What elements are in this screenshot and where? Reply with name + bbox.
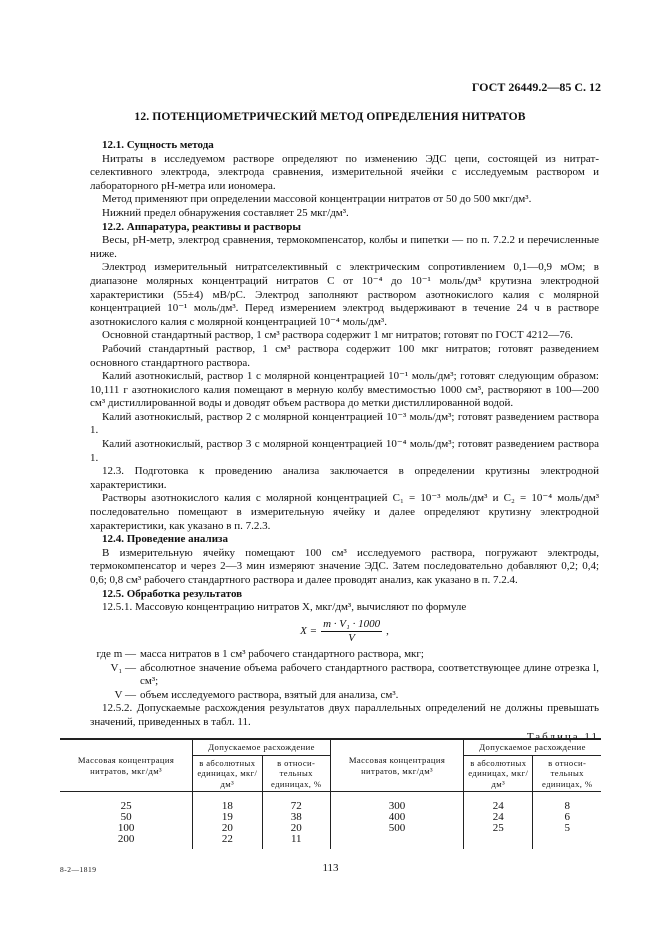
header-rel: в относи-тельных единицах, % [533, 755, 601, 792]
paragraph: Калий азотнокислый, раствор 3 с молярной концентрацией 10⁻⁴ моль/дм³; готовят разведением раствора 1. [90, 438, 599, 464]
heading-12-2: 12.2. Аппаратура, реактивы и растворы [102, 220, 301, 233]
paragraph: Калий азотнокислый, раствор 1 с молярной концентрацией 10⁻¹ моль/дм³; готовят следующим образом: 10,111 г азотнокислого калия помещают в мерную колбу вместимостью 1000 см³, растворяют в 100—200 см³ дистиллированной воды и доводят объем раствора до метки дистиллированной водой. [90, 370, 599, 410]
cell-mass: 25 [120, 800, 132, 812]
paragraph: Весы, pH-метр, электрод сравнения, термокомпенсатор, колбы и пипетки — по п. 7.2.2 и перечисленные ниже. [90, 234, 599, 260]
cell-abs: 22 [193, 834, 262, 849]
document-body [90, 139, 599, 744]
cell-rel: 5 [533, 823, 601, 834]
cell-abs: 24 [464, 812, 533, 823]
table-caption: Таблица 11 [526, 730, 599, 743]
where-symbol: V₁ — [110, 661, 136, 674]
header-tolerance: Допускаемое расхождение [193, 739, 331, 755]
paragraph-12-3: 12.3. Подготовка к проведению анализа заключается в определении крутизны электродной характеристики. [90, 465, 599, 491]
cell-rel: 11 [262, 834, 330, 849]
cell-rel [533, 834, 601, 849]
cell-rel: 6 [533, 812, 601, 823]
cell-mass: 100 [117, 822, 135, 834]
where-symbol: V — [114, 688, 136, 701]
header-abs: в абсолютных единицах, мкг/дм³ [464, 755, 533, 792]
heading-12-4: 12.4. Проведение анализа [102, 533, 228, 546]
paragraph-12-5-2: 12.5.2. Допускаемые расхождения результатов двух параллельных определений не должны превышать значений, приведенных в табл. 11. [90, 702, 599, 728]
cell-rel: 20 [262, 823, 330, 834]
where-item [90, 662, 599, 689]
cell-abs: 19 [193, 812, 262, 823]
cell-abs: 24 [464, 792, 533, 813]
table-row [60, 812, 601, 823]
cell-mass: 500 [330, 823, 463, 834]
table-row [60, 792, 601, 813]
cell-rel: 38 [262, 812, 330, 823]
paragraph-12-5-1: 12.5.1. Массовую концентрацию нитратов X, мкг/дм³, вычисляют по формуле [102, 601, 467, 614]
header-mass: Массовая концентрация нитратов, мкг/дм³ [60, 739, 193, 792]
formula-lhs: X = [300, 625, 318, 638]
header-tolerance: Допускаемое расхождение [464, 739, 601, 755]
paragraph: Нижний предел обнаружения составляет 25 мкг/дм³. [102, 206, 349, 219]
cell-mass: 400 [330, 812, 463, 823]
cell-mass [330, 834, 463, 849]
cell-mass: 300 [330, 792, 463, 813]
where-item [90, 648, 599, 662]
header-mass: Массовая концентрация нитратов, мкг/дм³ [330, 739, 463, 792]
table-row [60, 823, 601, 834]
where-item [90, 689, 599, 703]
cell-abs: 18 [193, 792, 262, 813]
tolerance-table [60, 738, 601, 849]
formula [90, 618, 599, 646]
cell-rel: 8 [533, 792, 601, 813]
header-rel: в относи-тельных единицах, % [262, 755, 330, 792]
paragraph: Растворы азотнокислого калия с молярной концентрацией C₁ = 10⁻³ моль/дм³ и C₂ = 10⁻⁴ моль/дм³ последовательно помещают в измерительную ячейку и далее определяют крутизну электродной характеристики, как указано в п. 7.2.3. [90, 492, 599, 532]
cell-abs: 20 [193, 823, 262, 834]
where-text: объем исследуемого раствора, взятый для анализа, см³. [140, 688, 399, 701]
paragraph: Рабочий стандартный раствор, 1 см³ раствора содержит 100 мкг нитратов; готовят разведением основного стандартного раствора. [90, 342, 599, 369]
formula-numerator: m · V₁ · 1000 [321, 618, 382, 633]
where-text: масса нитратов в 1 см³ рабочего стандартного раствора, мкг; [140, 647, 424, 660]
cell-rel: 72 [262, 792, 330, 813]
paragraph: Калий азотнокислый, раствор 2 с молярной концентрацией 10⁻³ моль/дм³; готовят разведением раствора 1. [90, 410, 599, 437]
heading-12-5: 12.5. Обработка результатов [102, 587, 243, 600]
page-number: 113 [322, 862, 339, 874]
cell-mass: 200 [117, 833, 135, 845]
heading-12-1: 12.1. Сущность метода [102, 139, 214, 151]
header-abs: в абсолютных единицах, мкг/дм³ [193, 755, 262, 792]
paragraph: Метод применяют при определении массовой концентрации нитратов от 50 до 500 мкг/дм³. [102, 193, 532, 206]
paragraph: Электрод измерительный нитратселективный с электрическим сопротивлением 0,1—0,9 мОм; в диапазоне молярных концентраций нитратов C от 10⁻⁴ до 10⁻¹ моль/дм³ крутизна электродной характеристики (55±4) мВ/pC. Электрод заполняют раствором азотнокислого калия с молярной концентрацией 10⁻¹ моль/дм³. Перед измерением электрод выдерживают в течение 24 ч в растворе азотнокислого калия с молярной концентрацией 10⁻⁴ моль/дм³. [90, 261, 599, 328]
cell-mass: 50 [120, 811, 132, 823]
print-code: 8-2—1819 [60, 865, 97, 874]
where-symbol: где m — [96, 647, 136, 660]
running-header: ГОСТ 26449.2—85 С. 12 [471, 80, 601, 94]
formula-fraction [321, 618, 382, 646]
table-row [60, 834, 601, 849]
formula-denominator: V [348, 632, 355, 645]
paragraph: Нитраты в исследуемом растворе определяют по изменению ЭДС цепи, состоящей из нитрат-селективного электрода, электрода сравнения, измерительной ячейки с исследуемым раствором и лабораторного pH-метра или иономера. [90, 152, 599, 192]
cell-abs: 25 [464, 823, 533, 834]
paragraph: Основной стандартный раствор, 1 см³ раствора содержит 1 мг нитратов; готовят по ГОСТ 4212—76. [102, 329, 574, 342]
paragraph: В измерительную ячейку помещают 100 см³ исследуемого раствора, погружают электроды, термокомпенсатор и через 2—3 мин измеряют значение ЭДС. Затем последовательно добавляют 0,2; 0,4; 0,6; 0,8 см³ рабочего стандартного раствора и далее проводят анализ, как указано в п. 7.2.4. [90, 546, 599, 586]
formula-tail: , [386, 625, 389, 638]
where-text: абсолютное значение объема рабочего стандартного раствора, соответствующее длине отрезка l, см³; [140, 661, 599, 688]
section-title: 12. ПОТЕНЦИОМЕТРИЧЕСКИЙ МЕТОД ОПРЕДЕЛЕНИЯ НИТРАТОВ [134, 110, 526, 123]
cell-abs [464, 834, 533, 849]
